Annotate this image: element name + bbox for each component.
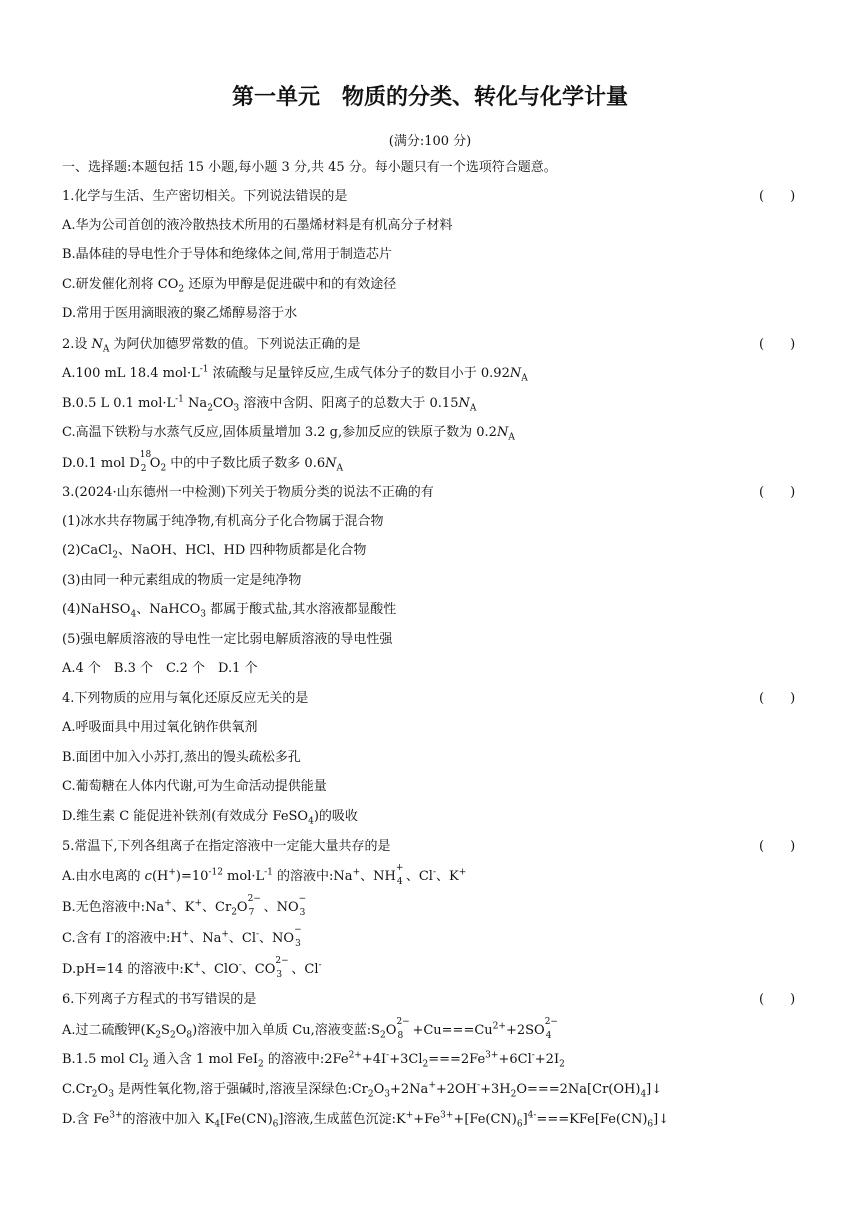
q4-option-a: A.呼吸面具中用过氧化钠作供氧剂 xyxy=(62,720,258,735)
q5-option-d: D.pH=14 的溶液中:K+、ClO-、CO 2− 3 、Cl- xyxy=(62,956,322,980)
q4-option-d: D.维生素 C 能促进补铁剂(有效成分 FeSO$_4$)的吸收 xyxy=(62,809,358,827)
q3-stem: 3.(2024·山东德州一中检测)下列关于物质分类的说法不正确的有 xyxy=(62,485,434,500)
q5-stem: 5.常温下,下列各组离子在指定溶液中一定能大量共存的是 xyxy=(62,839,391,854)
q1-stem: 1.化学与生活、生产密切相关。下列说法错误的是 xyxy=(62,189,348,204)
q4-stem: 4.下列物质的应用与氧化还原反应无关的是 xyxy=(62,691,309,706)
full-score: (满分:100 分) xyxy=(388,134,472,149)
q5-option-a: A.由水电离的 $c(H^+)=10^{-12}$ $mol\cdot L^{-1}$ 的溶液中:Na+、NH + 4 、Cl-、K+ xyxy=(62,863,467,887)
q3-options: A.4 个 B.3 个 C.2 个 D.1 个 xyxy=(62,661,258,676)
q5-option-c: C.含有 I-的溶液中:H+、Na+、Cl-、NO − 3 xyxy=(62,925,302,949)
q6-option-a: A.过二硫酸钾$(K_2S_2O_8)$溶液中加入单质 Cu,溶液变蓝$:S_2O$ 2− 8 $+Cu===Cu^{2+}+2SO$ 2− 4 xyxy=(62,1017,558,1041)
q4-answer-paren: ( ) xyxy=(759,691,796,706)
q3-item-4: (4)NaHSO$_4$、NaHCO$_3$ 都属于酸式盐,其水溶液都显酸性 xyxy=(62,602,397,620)
section-heading: 一、选择题:本题包括 15 小题,每小题 3 分,共 45 分。每小题只有一个选项符合题意。 xyxy=(62,160,557,175)
q4-option-c: C.葡萄糖在人体内代谢,可为生命活动提供能量 xyxy=(62,779,327,794)
q2-answer-paren: ( ) xyxy=(759,337,796,352)
q2-option-c: C.高温下铁粉与水蒸气反应,固体质量增加 3.2 g,参加反应的铁原子数为 $0.2N_A$ xyxy=(62,425,515,443)
q4-option-b: B.面团中加入小苏打,蒸出的馒头疏松多孔 xyxy=(62,750,301,765)
q6-option-b: B.1.5 mol $Cl_2$ 通入含 1 mol FeI$_2$ 的溶液中$:2Fe^{2+}+4I^-+3Cl_2===2Fe^{3+}+6Cl^-+2I_2$ xyxy=(62,1050,565,1070)
q1-option-c: C.研发催化剂将 $CO_2$ 还原为甲醇是促进碳中和的有效途径 xyxy=(62,277,397,295)
q6-option-d: D.含 $Fe^{3+}$的溶液中加入 $K_4[Fe(CN)_6]$溶液,生成蓝色沉淀$:K^++Fe^{3+}+[Fe(CN)_6]^{4-}===KFe[Fe(CN)_6]↓$ xyxy=(62,1110,670,1130)
q2-option-b: B.0.5 L 0.1 $mol\cdot L^{-1}$ $Na_2CO_3$ 溶液中含阴、阳离子的总数大于 $0.15N_A$ xyxy=(62,394,477,414)
q2-option-a: A.100 mL 18.4 $mol\cdot L^{-1}$ 浓硫酸与足量锌反应,生成气体分子的数目小于 $0.92N_A$ xyxy=(62,364,528,384)
q5-answer-paren: ( ) xyxy=(759,839,796,854)
unit-title: 第一单元 物质的分类、转化与化学计量 xyxy=(231,85,628,110)
q3-item-5: (5)强电解质溶液的导电性一定比弱电解质溶液的导电性强 xyxy=(62,632,393,647)
q3-item-2: (2)CaCl$_2$、NaOH、HCl、HD 四种物质都是化合物 xyxy=(62,543,367,561)
q3-item-1: (1)冰水共存物属于纯净物,有机高分子化合物属于混合物 xyxy=(62,514,384,529)
q2-stem: 2.设 $N_A$ 为阿伏加德罗常数的值。下列说法正确的是 xyxy=(62,337,361,355)
q6-option-c: $C.Cr_2O_3$ 是两性氧化物,溶于强碱时,溶液呈深绿色$:Cr_2O_3+2Na^++2OH^-+3H_2O===2Na[Cr(OH)_4]↓$ xyxy=(62,1080,663,1100)
q3-answer-paren: ( ) xyxy=(759,485,796,500)
q1-option-a: A.华为公司首创的液冷散热技术所用的石墨烯材料是有机高分子材料 xyxy=(62,218,453,233)
q1-option-d: D.常用于医用滴眼液的聚乙烯醇易溶于水 xyxy=(62,306,298,321)
q6-stem: 6.下列离子方程式的书写错误的是 xyxy=(62,992,257,1007)
q1-answer-paren: ( ) xyxy=(759,189,796,204)
q2-option-d: D.0.1 mol D 18 2 $O_2$ 中的中子数比质子数多 $0.6N_A$ xyxy=(62,450,343,474)
q3-item-3: (3)由同一种元素组成的物质一定是纯净物 xyxy=(62,573,302,588)
q1-option-b: B.晶体硅的导电性介于导体和绝缘体之间,常用于制造芯片 xyxy=(62,247,392,262)
q5-option-b: B.无色溶液中:Na+、K+、$Cr_2O$ 2− 7 、NO − 3 xyxy=(62,894,307,918)
q6-answer-paren: ( ) xyxy=(759,992,796,1007)
